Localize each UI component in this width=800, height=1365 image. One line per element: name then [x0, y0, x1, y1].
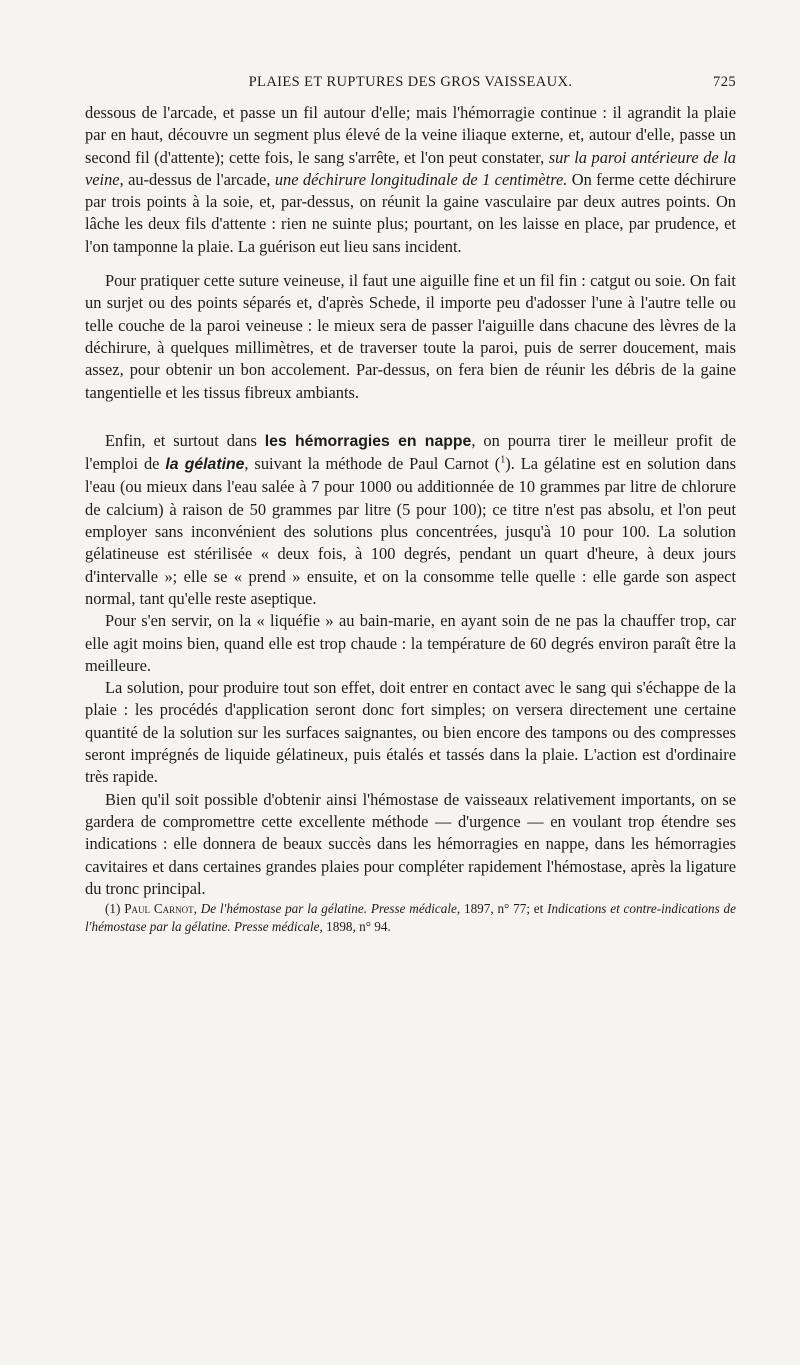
footnote — [85, 900, 736, 936]
italic-run: De l'hémostase par la gélatine. Presse médicale — [200, 901, 457, 917]
page-number: 725 — [713, 74, 736, 90]
paragraph-usage: Pour s'en servir, on la « liquéfie » au bain-marie, en ayant soin de ne pas la chauffer trop, car elle agit moins bien, quand elle est trop chaude : la température de 60 degrés environ paraît être la meilleure. — [85, 611, 736, 675]
paragraph-suture-technique: Pour pratiquer cette suture veineuse, il faut une aiguille fine et un fil fin : catgut ou soie. On fait un surjet ou des points séparés et, d'après Schede, il importe peu d'adosser l'une à l'autre telle ou telle couche de la paroi veineuse : le mieux sera de passer l'aiguille dans chacune des lèvres de la déchirure, à quelques millimètres, et de traverser toute la paroi, puis de serrer doucement, mais assez, pour obtenir un bon accolement. Par-dessus, on fera bien de réunir les débris de la gaine tangentielle et les tissus fibreux ambiants. — [85, 271, 736, 402]
running-header — [85, 74, 736, 96]
text-run: , au-dessus de l'arcade, — [119, 169, 275, 189]
text-run: dessous de l'arcade, et passe un fil autour d'elle; mais l'hémorragie continue : il agrandit la plaie par en haut, découvre un segment plus élevé de la veine iliaque externe, et, autour d'elle, passe un second fil (d'attente); cette fois, le sang s'arrête, et l'on peut constater, — [85, 103, 736, 167]
text-run: Enfin, et surtout dans — [105, 430, 265, 450]
text-run: , on pourra tirer le meilleur profit de l'emploi de — [85, 430, 736, 474]
paragraph-indications: Bien qu'il soit possible d'obtenir ainsi l'hémostase de vaisseaux relativement importants, on se gardera de compromettre cette excellente méthode — d'urgence — en voulant trop étendre ses indications : elle donnera de beaux succès dans les hémorragies en nappe, dans les hémorragies cavitaires et dans certaines grandes plaies pour compléter rapidement l'hémostase, après la ligature du tronc principal. — [85, 789, 736, 898]
text-run: , 1898, n° 94. — [319, 919, 391, 935]
text-run: , — [193, 901, 201, 917]
bold-term: les hémorragies en nappe — [264, 432, 472, 450]
paragraph-suture-case — [85, 102, 736, 258]
footnote-author: Paul Carnot — [124, 901, 194, 917]
italic-run: Indications et contre-indications de l'hémostase par la gélatine. Presse médicale — [85, 901, 736, 935]
bold-term: la gélatine — [165, 456, 245, 474]
text-run: ). La gélatine est en solution dans l'eau (ou mieux dans l'eau salée à 7 pour 1000 ou additionnée de 10 grammes par litre de chlorure de calcium) à raison de 50 grammes par litre (5 pour 100); ce titre n'est pas absolu, et l'on peut employer sans inconvénient des solutions plus concentrées, jusqu'à 10 pour 100. La solution gélatineuse est stérilisée « deux fois, à 100 degrés, pendant un quart d'heure, à deux jours d'intervalle »; elle se « prend » ensuite, et on la consomme telle quelle : elle garde son aspect normal, tant qu'elle reste aseptique. — [85, 454, 736, 608]
running-title: PLAIES ET RUPTURES DES GROS VAISSEAUX. — [248, 74, 573, 90]
footnote-reference[interactable]: 1 — [500, 454, 506, 466]
text-run: , suivant la méthode de Paul Carnot ( — [244, 454, 501, 474]
footnote-marker: (1) — [105, 901, 121, 917]
text-run: On ferme cette déchirure par trois points à la soie, et, par-dessus, on réunit la gaine vasculaire par deux autres points. On lâche les deux fils d'attente : rien ne suinte plus; pourtant, on les laisse en place, par prudence, et l'on tamponne la plaie. La guérison eut lieu sans incident. — [85, 169, 736, 256]
paragraph-gelatine — [85, 430, 736, 610]
italic-run: sur la paroi antérieure de la veine — [85, 147, 736, 189]
italic-run: une déchirure longitudinale de 1 centimètre. — [274, 169, 568, 189]
text-run: , 1897, n° 77; et — [456, 901, 548, 917]
body-text — [85, 102, 736, 936]
paragraph-application: La solution, pour produire tout son effet, doit entrer en contact avec le sang qui s'échappe de la plaie : les procédés d'application seront donc fort simples; on versera directement une certaine quantité de la solution sur les surfaces saignantes, ou bien encore des tampons ou des compresses seront imprégnés de liquide gélatineux, puis étalés et tassés dans la plaie. L'action est d'ordinaire très rapide. — [85, 678, 736, 787]
